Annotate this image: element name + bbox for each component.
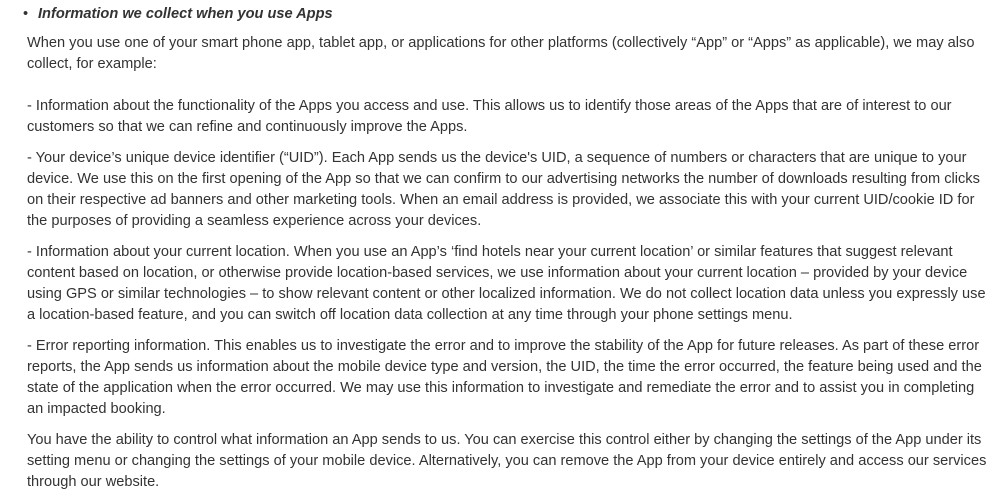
section-heading-text: Information we collect when you use Apps — [38, 6, 333, 22]
closing-paragraph: You have the ability to control what information an App sends to us. You can exercise this control either by changing the settings of the App under its setting menu or changing the settings of your mobile device. Alternatively, you can remove the App from your device entirely and access our services through our website. — [27, 432, 987, 490]
intro-paragraph: When you use one of your smart phone app, tablet app, or applications for other platforms (collectively “App” or “Apps” as applicable), we may also collect, for example: — [27, 35, 975, 72]
list-item-uid: - Your device’s unique device identifier (“UID”). Each App sends us the device's UID, a sequence of numbers or characters that are unique to your device. We use this on the first opening of the App so that we can confirm to our advertising networks the number of downloads resulting from clicks on their respective ad banners and other marketing tools. When an email address is provided, we associate this with your current UID/cookie ID for the purposes of providing a seamless experience across your devices. — [27, 150, 980, 229]
bullet-marker: • — [23, 6, 29, 22]
list-item-functionality: - Information about the functionality of the Apps you access and use. This allows us to identify those areas of the Apps that are of interest to our customers so that we can refine and continuously improve the Apps. — [27, 98, 952, 135]
section-heading — [25, 4, 986, 25]
list-item-error-reporting: - Error reporting information. This enables us to investigate the error and to improve the stability of the App for future releases. As part of these error reports, the App sends us information about the mobile device type and version, the UID, the time the error occurred, the feature being used and the state of the application when the error occurred. We may use this information to investigate and remediate the error and to assist you in completing an impacted booking. — [27, 338, 982, 417]
list-item-location: - Information about your current location. When you use an App’s ‘find hotels near your current location’ or similar features that suggest relevant content based on location, or otherwise provide location-based services, we use information about your current location – provided by your device using GPS or similar technologies – to show relevant content or other localized information. We do not collect location data unless you expressly use a location-based feature, and you can switch off location data collection at any time through your phone settings menu. — [27, 244, 986, 323]
